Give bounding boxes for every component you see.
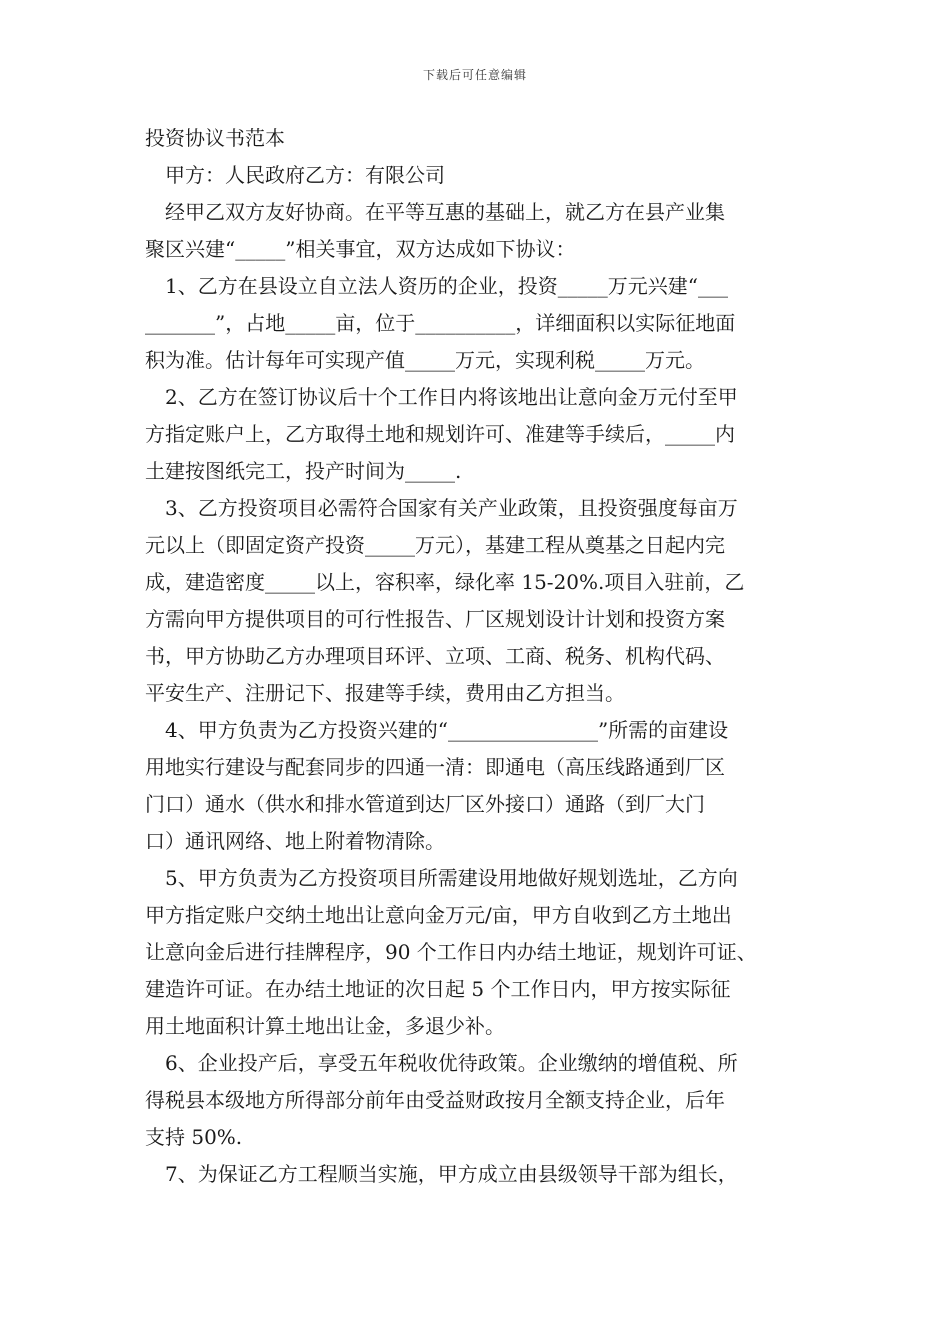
paragraph-line: 经甲乙双方友好协商。在平等互惠的基础上，就乙方在县产业集 — [165, 200, 725, 224]
paragraph — [145, 712, 815, 860]
paragraph-line: 聚区兴建“_____”相关事宜，双方达成如下协议： — [145, 237, 576, 261]
paragraph — [145, 194, 815, 268]
paragraph-line: 土建按图纸完工，投产时间为_____. — [145, 459, 462, 483]
paragraph-line: 成，建造密度_____以上，容积率，绿化率 15-20%.项目入驻前，乙 — [145, 570, 745, 594]
page-header: 下载后可任意编辑 — [422, 68, 527, 82]
paragraph-line: 1、乙方在县设立自立法人资历的企业，投资_____万元兴建“___ — [165, 274, 728, 298]
paragraph-line: 书，甲方协助乙方办理项目环评、立项、工商、税务、机构代码、 — [145, 644, 725, 668]
paragraph — [145, 490, 815, 712]
paragraph-line: 5、甲方负责为乙方投资项目所需建设用地做好规划选址，乙方向 — [165, 866, 738, 890]
paragraph-line: 口）通讯网络、地上附着物清除。 — [145, 829, 445, 853]
paragraph-line: 4、甲方负责为乙方投资兴建的“_______________”所需的亩建设 — [165, 718, 729, 742]
paragraph-line: 用土地面积计算土地出让金，多退少补。 — [145, 1014, 505, 1038]
paragraph-line: 建造许可证。在办结土地证的次日起 5 个工作日内，甲方按实际征 — [145, 977, 731, 1001]
paragraph-line: 元以上（即固定资产投资_____万元），基建工程从奠基之日起内完 — [145, 533, 725, 557]
paragraph-line: 方指定账户上，乙方取得土地和规划许可、准建等手续后，_____内 — [145, 422, 735, 446]
paragraph-line: 2、乙方在签订协议后十个工作日内将该地出让意向金万元付至甲 — [165, 385, 738, 409]
paragraph — [145, 268, 815, 379]
paragraph-line: 7、为保证乙方工程顺当实施，甲方成立由县级领导干部为组长， — [165, 1162, 738, 1186]
paragraph-line: 3、乙方投资项目必需符合国家有关产业政策，且投资强度每亩万 — [165, 496, 738, 520]
paragraph-line: 方需向甲方提供项目的可行性报告、厂区规划设计计划和投资方案 — [145, 607, 725, 631]
paragraph-line: 支持 50%. — [145, 1125, 243, 1149]
paragraph-line: 甲方指定账户交纳土地出让意向金万元/亩，甲方自收到乙方土地出 — [145, 903, 732, 927]
parties-line: 甲方：人民政府乙方：有限公司 — [165, 163, 445, 187]
paragraph — [145, 379, 815, 490]
paragraph-line: 得税县本级地方所得部分前年由受益财政按月全额支持企业，后年 — [145, 1088, 725, 1112]
paragraph — [145, 1045, 815, 1156]
paragraph-line: 让意向金后进行挂牌程序，90 个工作日内办结土地证，规划许可证、 — [145, 940, 757, 964]
paragraph — [145, 860, 815, 1045]
paragraph-line: 积为准。估计每年可实现产值_____万元，实现利税_____万元。 — [145, 348, 705, 372]
paragraph-line: 平安生产、注册记下、报建等手续，费用由乙方担当。 — [145, 681, 625, 705]
paragraph-line: 门口）通水（供水和排水管道到达厂区外接口）通路（到厂大门 — [145, 792, 705, 816]
paragraph — [145, 1156, 815, 1193]
paragraph-line: _______”，占地_____亩，位于__________，详细面积以实际征地面 — [145, 311, 736, 335]
paragraph-line: 6、企业投产后，享受五年税收优待政策。企业缴纳的增值税、所 — [165, 1051, 738, 1075]
document-body — [145, 157, 815, 1193]
paragraph-line: 用地实行建设与配套同步的四通一清：即通电（高压线路通到厂区 — [145, 755, 725, 779]
document-title: 投资协议书范本 — [145, 126, 285, 150]
